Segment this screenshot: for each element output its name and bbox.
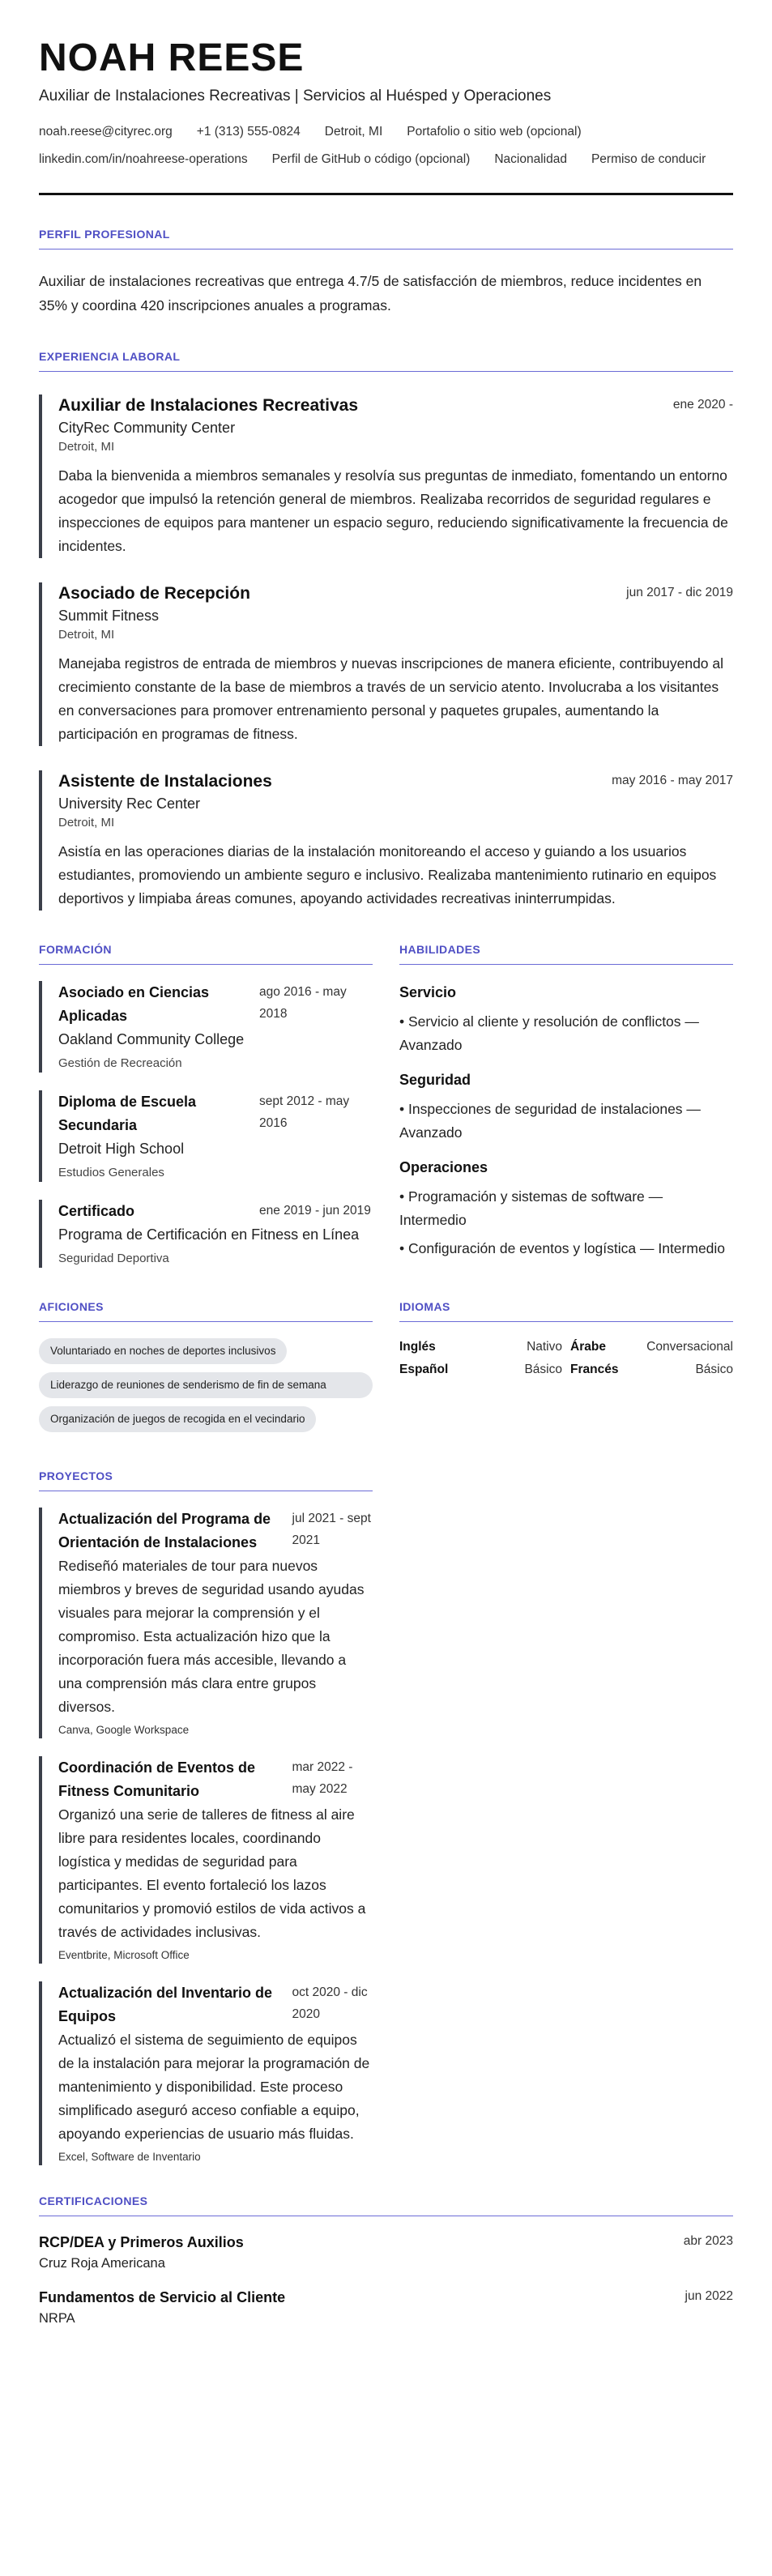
education-item xyxy=(39,1090,373,1182)
degree-date: ago 2016 - may 2018 xyxy=(259,985,347,1021)
job-location: Detroit, MI xyxy=(58,816,115,830)
education-item xyxy=(39,981,373,1073)
project-title: Coordinación de Eventos de Fitness Comunitario xyxy=(58,1759,256,1799)
skill-item: • Servicio al cliente y resolución de conflictos — Avanzado xyxy=(399,1013,699,1053)
experience-item xyxy=(39,582,733,746)
experience-item xyxy=(39,770,733,911)
certification-title: RCP/DEA y Primeros Auxilios xyxy=(39,2234,244,2250)
project-date: mar 2022 - may 2022 xyxy=(292,1760,353,1796)
project-item xyxy=(39,1756,373,1964)
certification-date: abr 2023 xyxy=(683,2234,733,2248)
experience-section xyxy=(39,350,733,911)
contact-portfolio[interactable]: Portafolio o sitio web (opcional) xyxy=(407,125,582,139)
degree-date: sept 2012 - may 2016 xyxy=(259,1094,350,1130)
language-name: Español xyxy=(399,1363,449,1376)
language-item xyxy=(570,1363,733,1377)
education-item xyxy=(39,1200,373,1268)
contact-license: Permiso de conducir xyxy=(591,152,706,166)
profile-section xyxy=(39,228,733,318)
hobby-tag: Organización de juegos de recogida en el vecindario xyxy=(39,1406,316,1432)
contact-nationality: Nacionalidad xyxy=(494,152,567,166)
skill-group xyxy=(399,1068,733,1145)
degree-title: Asociado en Ciencias Aplicadas xyxy=(58,984,210,1024)
job-date: may 2016 - may 2017 xyxy=(612,774,733,787)
project-item xyxy=(39,1508,373,1738)
language-item xyxy=(399,1340,562,1354)
languages-section xyxy=(399,1300,733,1440)
hobby-list xyxy=(39,1338,373,1440)
school-name: Oakland Community College xyxy=(58,1031,245,1047)
school-name: Detroit High School xyxy=(58,1141,185,1157)
job-company: University Rec Center xyxy=(58,795,201,812)
contact-email[interactable]: noah.reese@cityrec.org xyxy=(39,125,173,139)
certifications-section xyxy=(39,2194,733,2328)
certification-item xyxy=(39,2231,733,2273)
project-title: Actualización del Inventario de Equipos xyxy=(58,1985,273,2024)
job-date: jun 2017 - dic 2019 xyxy=(626,586,733,599)
skill-group xyxy=(399,1156,733,1260)
contact-location: Detroit, MI xyxy=(324,125,383,139)
language-level: Nativo xyxy=(527,1340,562,1354)
skill-category: Seguridad xyxy=(399,1072,471,1088)
section-title-profile: PERFIL PROFESIONAL xyxy=(39,228,733,249)
section-title-skills: HABILIDADES xyxy=(399,943,733,965)
language-item xyxy=(399,1363,562,1377)
hobby-tag: Voluntariado en noches de deportes inclusivos xyxy=(39,1338,287,1364)
hobbies-languages-row xyxy=(39,1300,733,1440)
skill-item: • Inspecciones de seguridad de instalaciones — Avanzado xyxy=(399,1101,701,1141)
language-list xyxy=(399,1340,733,1377)
skills-section xyxy=(399,943,733,1268)
skill-item: • Programación y sistemas de software — Intermedio xyxy=(399,1188,663,1228)
job-title: Asistente de Instalaciones xyxy=(58,772,272,791)
certification-issuer: Cruz Roja Americana xyxy=(39,2256,165,2271)
degree-date: ene 2019 - jun 2019 xyxy=(259,1204,371,1218)
certification-item xyxy=(39,2286,733,2328)
hobby-tag: Liderazgo de reuniones de senderismo de fin de semana xyxy=(39,1372,373,1398)
project-date: oct 2020 - dic 2020 xyxy=(292,1985,368,2021)
job-location: Detroit, MI xyxy=(58,628,115,642)
hobbies-section xyxy=(39,1300,373,1440)
header xyxy=(39,36,733,173)
language-name: Inglés xyxy=(399,1340,436,1354)
school-name: Programa de Certificación en Fitness en Línea xyxy=(58,1226,360,1243)
contact-phone[interactable]: +1 (313) 555-0824 xyxy=(196,125,301,139)
section-title-experience: EXPERIENCIA LABORAL xyxy=(39,350,733,372)
section-title-hobbies: AFICIONES xyxy=(39,1300,373,1322)
project-tools: Eventbrite, Microsoft Office xyxy=(58,1949,190,1961)
profile-summary: Auxiliar de instalaciones recreativas que entrega 4.7/5 de satisfacción de miembros, reduce incidentes en 35% y coordina 420 inscripciones anuales a programas. xyxy=(39,273,702,313)
degree-field: Gestión de Recreación xyxy=(58,1056,182,1070)
language-level: Básico xyxy=(524,1363,562,1376)
job-description: Asistía en las operaciones diarias de la instalación monitoreando el acceso y guiando a los usuarios estudiantes, promoviendo un ambiente seguro e inclusivo. Realizaba mantenimiento rutinario en equipos deportivos y limpiaba áreas comunes, apoyando actividades recreativas ininterrumpidas. xyxy=(58,843,717,906)
language-name: Francés xyxy=(570,1363,619,1376)
skill-item: • Configuración de eventos y logística — Intermedio xyxy=(399,1240,726,1256)
job-company: Summit Fitness xyxy=(58,608,160,624)
contact-list xyxy=(39,118,733,173)
candidate-name: NOAH REESE xyxy=(39,36,305,79)
job-description: Daba la bienvenida a miembros semanales y resolvía sus preguntas de inmediato, fomentando un entorno acogedor que impulsó la retención general de miembros. Realizaba recorridos de seguridad regulares e inspecciones de equipos para mantener un espacio seguro, reduciendo significativamente la frecuencia de incidentes. xyxy=(58,467,728,554)
experience-item xyxy=(39,395,733,558)
language-level: Conversacional xyxy=(646,1340,733,1354)
project-title: Actualización del Programa de Orientación de Instalaciones xyxy=(58,1511,271,1550)
language-name: Árabe xyxy=(570,1340,606,1354)
degree-field: Seguridad Deportiva xyxy=(58,1252,169,1265)
header-divider xyxy=(39,193,733,195)
language-level: Básico xyxy=(695,1363,733,1376)
contact-linkedin[interactable]: linkedin.com/in/noahreese-operations xyxy=(39,152,248,166)
certification-issuer: NRPA xyxy=(39,2311,75,2326)
degree-title: Diploma de Escuela Secundaria xyxy=(58,1094,197,1133)
degree-title: Certificado xyxy=(58,1203,135,1219)
job-description: Manejaba registros de entrada de miembros y nuevas inscripciones de manera eficiente, contribuyendo al crecimiento constante de la base de miembros a través de un servicio atento. Involucraba a los visitantes en conversaciones para promover entrenamiento personal y paquetes grupales, aumentando la participación en programas de fitness. xyxy=(58,655,724,742)
project-description: Actualizó el sistema de seguimiento de equipos de la instalación para mejorar la programación de mantenimiento y disponibilidad. Este proceso simplificado aseguró acceso confiable a equipo, apoyando experiencias de usuario más fluidas. xyxy=(58,2032,370,2142)
education-section xyxy=(39,943,373,1268)
section-title-education: FORMACIÓN xyxy=(39,943,373,965)
education-skills-row xyxy=(39,943,733,1268)
candidate-title: Auxiliar de Instalaciones Recreativas | Servicios al Huésped y Operaciones xyxy=(39,87,552,104)
job-date: ene 2020 - xyxy=(672,398,733,412)
project-tools: Excel, Software de Inventario xyxy=(58,2151,201,2163)
skill-category: Servicio xyxy=(399,984,457,1000)
job-title: Asociado de Recepción xyxy=(58,584,250,603)
certification-title: Fundamentos de Servicio al Cliente xyxy=(39,2289,286,2305)
language-item xyxy=(570,1340,733,1354)
project-item xyxy=(39,1981,373,2165)
project-description: Rediseñó materiales de tour para nuevos miembros y breves de seguridad usando ayudas visuales para mejorar la comprensión y el compromiso. Esta actualización hizo que la incorporación fuera más accesible, llevando a una comprensión más clara entre grupos diversos. xyxy=(58,1558,365,1715)
project-description: Organizó una serie de talleres de fitness al aire libre para residentes locales, coordinando logística y medidas de seguridad para participantes. El evento fortaleció los lazos comunitarios y promovió estilos de vida activos a través de actividades inclusivas. xyxy=(58,1806,366,1940)
project-tools: Canva, Google Workspace xyxy=(58,1724,190,1736)
degree-field: Estudios Generales xyxy=(58,1166,164,1179)
section-title-certifications: CERTIFICACIONES xyxy=(39,2194,733,2216)
projects-section xyxy=(39,1469,373,2165)
skill-group xyxy=(399,981,733,1057)
section-title-projects: PROYECTOS xyxy=(39,1469,373,1491)
certification-date: jun 2022 xyxy=(685,2289,733,2303)
job-company: CityRec Community Center xyxy=(58,420,236,436)
job-title: Auxiliar de Instalaciones Recreativas xyxy=(58,396,359,415)
skill-category: Operaciones xyxy=(399,1159,488,1175)
contact-github[interactable]: Perfil de GitHub o código (opcional) xyxy=(271,152,471,166)
project-date: jul 2021 - sept 2021 xyxy=(292,1512,371,1547)
job-location: Detroit, MI xyxy=(58,440,115,454)
section-title-languages: IDIOMAS xyxy=(399,1300,733,1322)
